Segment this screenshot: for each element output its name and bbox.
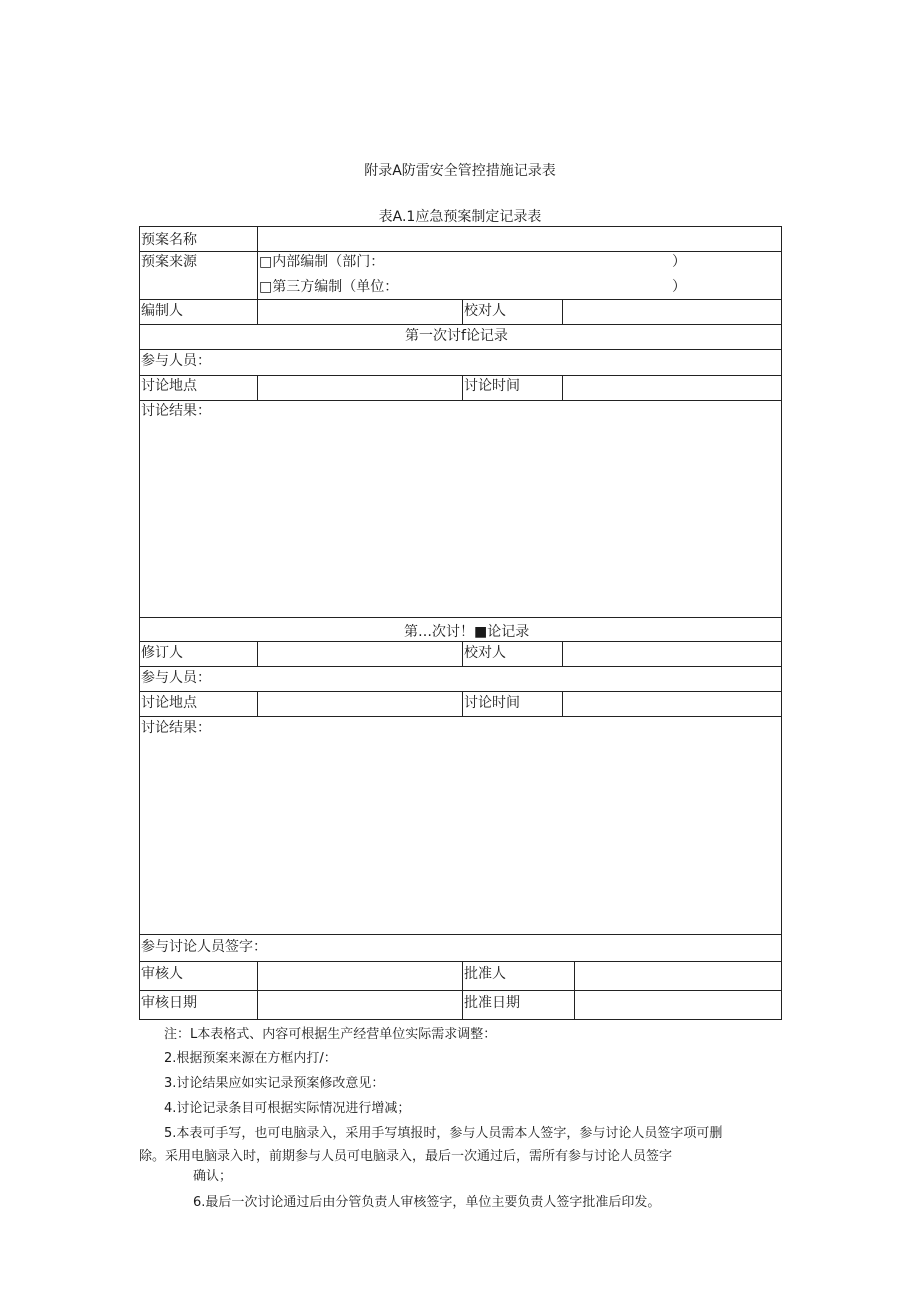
column-divider bbox=[257, 375, 258, 400]
plan-source-label: 预案来源 bbox=[141, 254, 197, 270]
participants-label: 参与人员： bbox=[141, 353, 211, 369]
note-1: 注：L本表格式、内容可根据生产经营单位实际需求调整： bbox=[164, 1027, 497, 1042]
review-date-label: 审核日期 bbox=[141, 995, 197, 1011]
close-paren: ） bbox=[672, 279, 686, 295]
row-divider bbox=[139, 324, 782, 325]
row-divider bbox=[139, 349, 782, 350]
column-divider bbox=[562, 299, 563, 324]
source-third-party-option[interactable]: □第三方编制（单位： bbox=[259, 279, 399, 295]
note-5-end: 确认； bbox=[193, 1169, 233, 1184]
column-divider bbox=[462, 375, 463, 400]
row-divider bbox=[139, 666, 782, 667]
row-divider bbox=[139, 934, 782, 935]
reviser-label: 修订人 bbox=[141, 645, 183, 661]
row-divider bbox=[139, 990, 782, 991]
plan-name-label: 预案名称 bbox=[141, 232, 197, 248]
column-divider bbox=[257, 641, 258, 666]
result-label: 讨论结果： bbox=[141, 720, 211, 736]
participants-label: 参与人员： bbox=[141, 670, 211, 686]
table-title: 表A.1应急预案制定记录表 bbox=[378, 209, 542, 225]
time-label: 讨论时间 bbox=[464, 695, 520, 711]
row-divider bbox=[139, 251, 782, 252]
column-divider bbox=[257, 226, 258, 299]
result-label: 讨论结果： bbox=[141, 403, 211, 419]
note-5-cont: 除。采用电脑录入时，前期参与人员可电脑录入，最后一次通过后，需所有参与讨论人员签字 bbox=[139, 1149, 673, 1164]
close-paren: ） bbox=[672, 254, 686, 270]
column-divider bbox=[562, 375, 563, 400]
note-2: 2.根据预案来源在方框内打/： bbox=[164, 1051, 337, 1066]
column-divider bbox=[257, 961, 258, 1020]
note-3: 3.讨论结果应如实记录预案修改意见： bbox=[164, 1076, 385, 1091]
column-divider bbox=[574, 961, 575, 1020]
row-divider bbox=[139, 716, 782, 717]
column-divider bbox=[257, 299, 258, 324]
row-divider bbox=[139, 299, 782, 300]
second-discussion-header: 第…次讨！■论记录 bbox=[404, 624, 530, 640]
row-divider bbox=[139, 641, 782, 642]
reviewer-label: 审核人 bbox=[141, 966, 183, 982]
checker-label: 校对人 bbox=[464, 645, 506, 661]
row-divider bbox=[139, 400, 782, 401]
column-divider bbox=[462, 691, 463, 716]
note-6: 6.最后一次讨论通过后由分管负责人审核签字，单位主要负责人签字批准后印发。 bbox=[193, 1195, 661, 1210]
row-divider bbox=[139, 375, 782, 376]
column-divider bbox=[562, 691, 563, 716]
column-divider bbox=[462, 641, 463, 666]
time-label: 讨论时间 bbox=[464, 378, 520, 394]
compiler-label: 编制人 bbox=[141, 303, 183, 319]
approve-date-label: 批准日期 bbox=[464, 995, 520, 1011]
note-4: 4.讨论记录条目可根据实际情况进行增减； bbox=[164, 1101, 411, 1116]
approver-label: 批准人 bbox=[464, 966, 506, 982]
column-divider bbox=[462, 961, 463, 1020]
row-divider bbox=[139, 961, 782, 962]
row-divider bbox=[139, 617, 782, 618]
column-divider bbox=[462, 299, 463, 324]
first-discussion-header: 第一次讨f论记录 bbox=[405, 328, 508, 344]
note-5: 5.本表可手写，也可电脑录入，采用手写填报时，参与人员需本人签字，参与讨论人员签字项可删 bbox=[164, 1126, 723, 1141]
location-label: 讨论地点 bbox=[141, 378, 197, 394]
location-label: 讨论地点 bbox=[141, 695, 197, 711]
column-divider bbox=[562, 641, 563, 666]
row-divider bbox=[139, 691, 782, 692]
signature-label: 参与讨论人员签字： bbox=[141, 939, 267, 955]
source-internal-option[interactable]: □内部编制（部门： bbox=[259, 254, 385, 270]
column-divider bbox=[257, 691, 258, 716]
document-title: 附录A防雷安全管控措施记录表 bbox=[364, 163, 556, 179]
checker-label: 校对人 bbox=[464, 303, 506, 319]
